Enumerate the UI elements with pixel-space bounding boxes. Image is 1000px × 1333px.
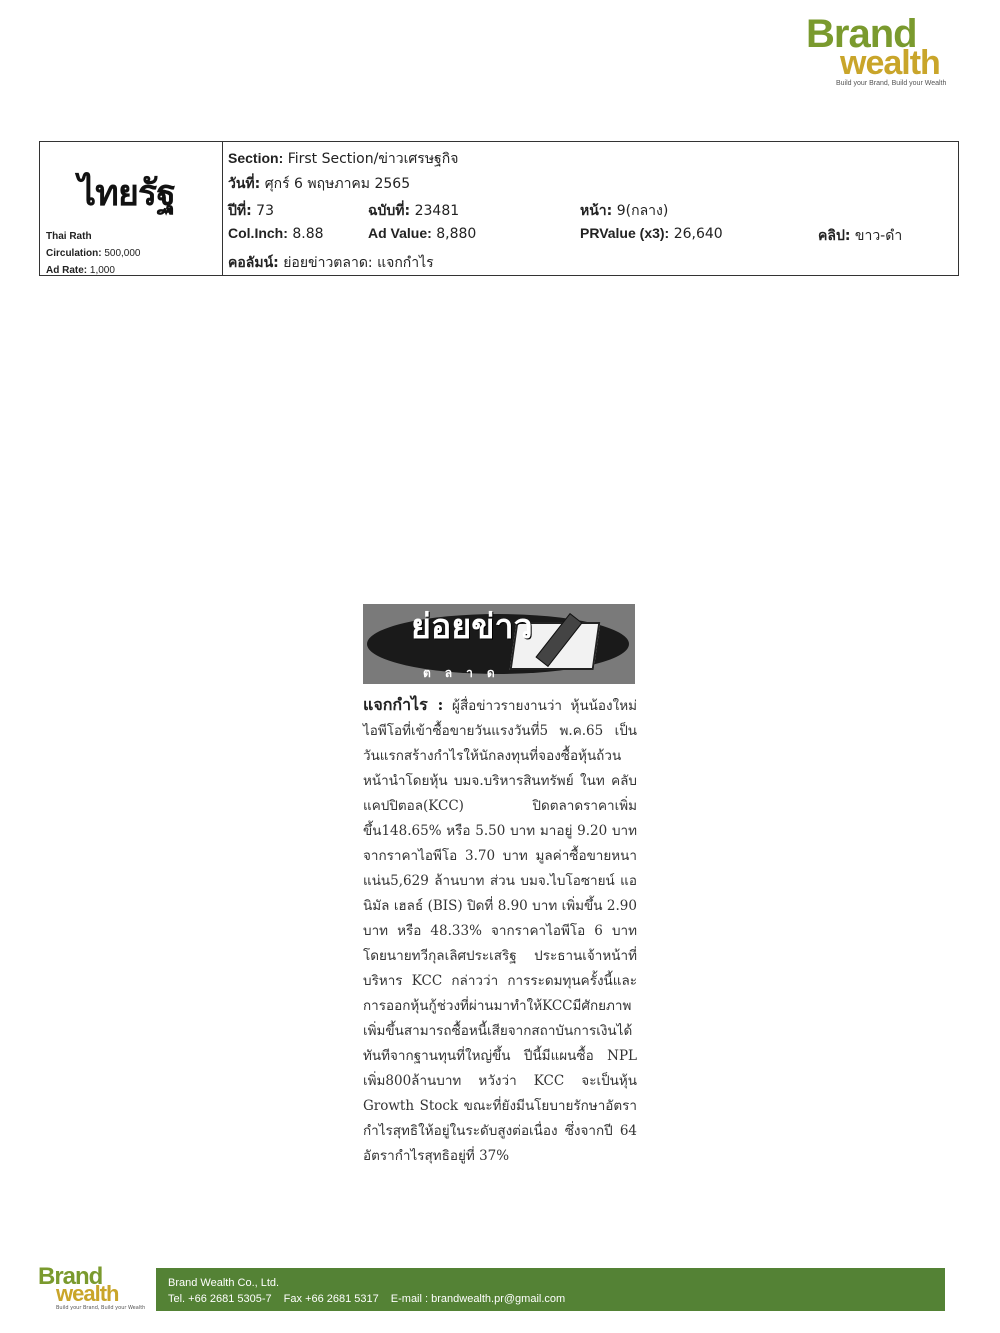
section-label: Section: [228, 150, 284, 166]
footer-fax: Fax +66 2681 5317 [283, 1293, 379, 1305]
advalue-label: Ad Value: [368, 225, 432, 241]
footer-logo-wealth-text: wealth [56, 1281, 119, 1306]
value-row [228, 225, 953, 247]
footer-tel: Tel. +66 2681 5305-7 [168, 1293, 272, 1305]
masthead-subtitle: ตลาด [423, 666, 509, 680]
article-body: ผู้สื่อข่าวรายงานว่า หุ้นน้องใหม่ไอพีโอที่เข้าซื้อขายวันแรงวันที่5 พ.ค.65 เป็นวันแรกสร้างกำไรให้นักลงทุนที่จองซื้อหุ้นถ้วนหน้านำโดยหุ้น บมจ.บริหารสินทรัพย์ ในท คลับแคปปิตอล(KCC) ปิดตลาดราคาเพิ่มขึ้น148.65% หรือ 5.50 บาท มาอยู่ 9.20 บาท จากราคาไอพีโอ 3.70 บาท มูลค่าซื้อขายหนาแน่น5,629 ล้านบาท ส่วน บมจ.ไบโอซายน์ แอนิมัล เฮลธ์ (BIS) ปิดที่ 8.90 บาท เพิ่มขึ้น 2.90 บาท หรือ 48.33% จากราคาไอพีโอ 6 บาท โดยนายทวีกุลเลิศประเสริฐ ประธานเจ้าหน้าที่บริหาร KCC กล่าวว่า การระดมทุนครั้งนี้และการออกหุ้นกู้ช่วงที่ผ่านมาทำให้KCCมีศักยภาพเพิ่มขึ้นสามารถซื้อหนี้เสียจากสถาบันการเงินได้ทันทีจากฐานทุนที่ใหญ่ขึ้น ปีนี้มีแผนซื้อ NPL เพิ่ม800ล้านบาท หวังว่า KCC จะเป็นหุ้น Growth Stock ขณะที่ยังมีนโยบายรักษาอัตรากำไรสุทธิให้อยู่ในระดับสูงต่อเนื่อง ซึ่งจากปี 64 อัตรากำไรสุทธิอยู่ที่ 37% [363, 698, 637, 1164]
publication-logo: ไทยรัฐ [78, 173, 176, 214]
footer-logo-tagline: Build your Brand, Build your Wealth [56, 1305, 146, 1311]
clipping-info-box [39, 141, 959, 276]
logo-tagline: Build your Brand, Build your Wealth [836, 80, 947, 87]
column-masthead [363, 604, 635, 684]
footer-company: Brand Wealth Co., Ltd. [168, 1277, 280, 1289]
page-label: หน้า: [580, 203, 613, 219]
publication-details [46, 228, 141, 279]
logo-brand-text: Brand [806, 12, 917, 56]
brandwealth-logo-top [806, 14, 966, 90]
footer-contact-bar [156, 1268, 945, 1311]
prvalue-label: PRValue (x3): [580, 225, 670, 241]
prvalue-value: 26,640 [673, 226, 723, 242]
circulation-label: Circulation: [46, 248, 102, 259]
colinch-value: 8.88 [292, 226, 324, 242]
ad-rate-label: Ad Rate: [46, 265, 88, 276]
clip-label: คลิป: [818, 228, 851, 244]
circulation-value: 500,000 [104, 248, 141, 259]
advalue-value: 8,880 [436, 226, 477, 242]
page-value: 9(กลาง) [616, 203, 669, 219]
date-value: ศุกร์ 6 พฤษภาคม 2565 [264, 176, 411, 192]
brandwealth-logo-bottom [38, 1265, 148, 1313]
issue-value: 23481 [414, 203, 460, 219]
section-row [228, 148, 458, 170]
column-value: ย่อยข่าวตลาด: แจกกำไร [283, 255, 434, 271]
date-label: วันที่: [228, 176, 261, 192]
article-headline: แจกกำไร : [363, 695, 444, 714]
footer-contacts [168, 1291, 933, 1307]
newspaper-clipping [363, 604, 637, 1169]
footer-email[interactable]: E-mail : brandwealth.pr@gmail.com [390, 1293, 566, 1305]
year-value: 73 [256, 203, 274, 219]
publication-name: Thai Rath [46, 231, 92, 242]
logo-wealth-text: wealth [840, 44, 940, 82]
year-label: ปีที่: [228, 203, 252, 219]
date-row [228, 173, 410, 195]
year-row [228, 200, 953, 222]
column-row [228, 252, 434, 274]
section-value: First Section/ข่าวเศรษฐกิจ [287, 151, 459, 167]
publication-panel [40, 142, 223, 275]
masthead-title: ย่อยข่าว [411, 607, 533, 647]
column-label: คอลัมน์: [228, 255, 279, 271]
footer-logo-brand-text: Brand [38, 1263, 103, 1290]
article-text [363, 692, 637, 1169]
clip-value: ขาว-ดำ [854, 228, 903, 244]
ad-rate-value: 1,000 [89, 265, 115, 276]
colinch-label: Col.Inch: [228, 225, 288, 241]
issue-label: ฉบับที่: [368, 203, 411, 219]
